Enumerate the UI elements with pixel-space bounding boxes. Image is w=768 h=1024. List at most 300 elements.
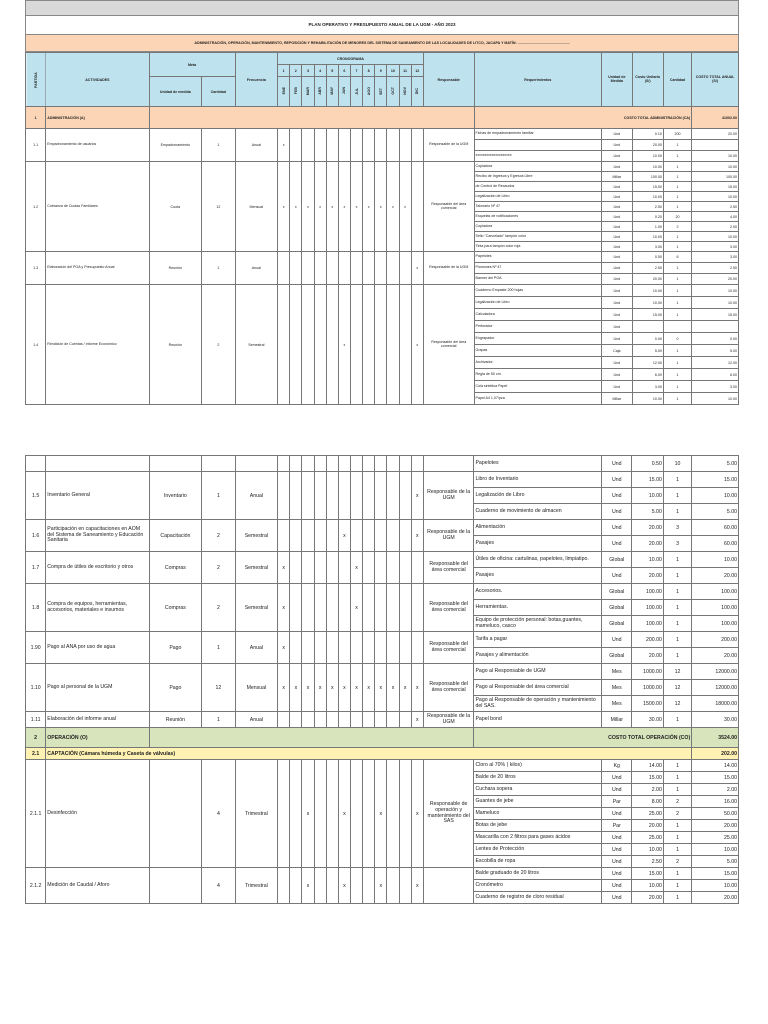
- schedule-cell: x: [338, 664, 350, 712]
- requerimiento-cell: Cuaderno de movimiento de almacen: [474, 504, 602, 520]
- frecuencia-cell: Anual: [235, 712, 278, 728]
- costo-unitario-cell: 100.00: [632, 600, 663, 616]
- cantidad-req-cell: 1: [663, 472, 691, 488]
- schedule-cell: [351, 520, 363, 552]
- cantidad-req-cell: 1: [663, 297, 691, 309]
- responsable-header: Responsable: [423, 53, 474, 107]
- schedule-cell: [387, 520, 399, 552]
- schedule-cell: [278, 520, 290, 552]
- actividad-cell: [46, 456, 149, 472]
- section-total-label: COSTO TOTAL OPERACIÓN (CO): [474, 728, 692, 748]
- unidad-cell: Und: [602, 232, 632, 242]
- unidad-cell: Und: [602, 369, 632, 381]
- requerimiento-cell: Legalización de Libro: [474, 488, 602, 504]
- cantidad-cell: 2: [202, 520, 235, 552]
- cantidad-req-cell: 1: [663, 393, 691, 405]
- unidad-medida-cell: Reunión: [149, 285, 202, 405]
- schedule-cell: [314, 520, 326, 552]
- schedule-cell: [399, 584, 411, 632]
- cantidad-cell: 12: [202, 162, 235, 252]
- cantidad-cell: 1: [202, 129, 235, 162]
- unidad-cell: Millar: [602, 172, 632, 182]
- unidad-medida-cell: Inventario: [149, 472, 202, 520]
- costo-total-cell: 20.00: [692, 820, 739, 832]
- requerimiento-cell: Libro de Inventario: [474, 472, 602, 488]
- schedule-cell: [278, 252, 290, 285]
- unidad-medida-cell: [149, 456, 202, 472]
- month-text: ABR: [318, 87, 323, 95]
- unidad-cell: Und: [602, 381, 632, 393]
- schedule-cell: [314, 632, 326, 664]
- schedule-cell: [278, 456, 290, 472]
- schedule-cell: [290, 584, 302, 632]
- requerimiento-cell: Lentes de Protección: [474, 844, 602, 856]
- requerimiento-cell: Cuaderno de registro de cloro residual: [474, 892, 602, 904]
- responsable-cell: [423, 868, 474, 904]
- costo-total-cell: 18000.00: [692, 696, 739, 712]
- schedule-cell: [326, 632, 338, 664]
- requerimiento-cell: Balde de 20 litros: [474, 772, 602, 784]
- month-label: [411, 77, 423, 107]
- costo-unitario-cell: 1500.00: [632, 696, 663, 712]
- requerimiento-cell: Cronómetro: [474, 880, 602, 892]
- requerimiento-cell: Recibo de Ingresos y Egresos Libre: [474, 172, 602, 182]
- schedule-cell: [314, 285, 326, 405]
- schedule-cell: [290, 520, 302, 552]
- unidad-cell: Und: [602, 632, 632, 648]
- unidad-cell: Und: [602, 309, 632, 321]
- costo-unitario-cell: 10.00: [632, 285, 663, 297]
- costo-total-cell: 30.00: [692, 712, 739, 728]
- costo-unitario-cell: 10.00: [632, 844, 663, 856]
- cronograma-header: CRONOGRAMA: [278, 53, 424, 65]
- partida-cell: 1.8: [26, 584, 46, 632]
- section-number: 1: [26, 107, 46, 129]
- schedule-cell: [326, 456, 338, 472]
- month-number: 12: [411, 65, 423, 77]
- costo-total-cell: 12000.00: [692, 664, 739, 680]
- unidad-cell: Und: [602, 222, 632, 232]
- schedule-cell: [278, 760, 290, 868]
- schedule-cell: [278, 472, 290, 520]
- actividad-cell: Pago al personal de la UGM: [46, 664, 149, 712]
- requerimiento-cell: Cola sintética Papel: [474, 381, 602, 393]
- actividad-cell: Elaboración del informe anual: [46, 712, 149, 728]
- unidad-cell: Caja: [602, 345, 632, 357]
- cantidad-req-cell: 200: [663, 129, 691, 140]
- costo-total-cell: 10.00: [692, 162, 739, 172]
- costo-unitario-cell: 10.00: [632, 552, 663, 568]
- actividades-header: ACTIVIDADES: [46, 53, 149, 107]
- unidad-cell: Und: [602, 263, 632, 274]
- costo-total-cell: 10.00: [692, 285, 739, 297]
- schedule-cell: x: [326, 162, 338, 252]
- schedule-cell: [290, 252, 302, 285]
- schedule-cell: [375, 456, 387, 472]
- schedule-cell: [338, 456, 350, 472]
- cantidad-req-cell: 1: [663, 784, 691, 796]
- costo-unitario-cell: 15.00: [632, 868, 663, 880]
- costo-unitario-cell: 6.00: [632, 369, 663, 381]
- cantidad-req-cell: 1: [663, 151, 691, 162]
- costo-unitario-cell: 10.00: [632, 232, 663, 242]
- schedule-cell: x: [411, 868, 423, 904]
- schedule-cell: x: [351, 664, 363, 712]
- schedule-cell: [399, 520, 411, 552]
- cantidad-cell: 1: [202, 252, 235, 285]
- costo-unitario-cell: 20.00: [632, 520, 663, 536]
- section-row-captacion: [26, 748, 739, 760]
- schedule-cell: [399, 456, 411, 472]
- partida-cell: 1.7: [26, 552, 46, 584]
- requerimiento-cell: xxxxxxxxxxxxxxxxxxxx: [474, 151, 602, 162]
- month-label: [290, 77, 302, 107]
- month-text: OCT: [390, 87, 395, 95]
- cantidad-req-cell: 1: [663, 760, 691, 772]
- costo-total-cell: 4.00: [692, 212, 739, 222]
- schedule-cell: [314, 472, 326, 520]
- unidad-cell: Und: [602, 568, 632, 584]
- requerimiento-cell: Pago al Responsable de UGM: [474, 664, 602, 680]
- month-label: [302, 77, 314, 107]
- costo-total-cell: 20.00: [692, 892, 739, 904]
- costo-unitario-cell: 100.00: [632, 584, 663, 600]
- responsable-cell: Responsable del área comercial: [423, 162, 474, 252]
- unidad-cell: Mes: [602, 696, 632, 712]
- costo-total-cell: 50.00: [692, 808, 739, 820]
- partida-cell: 1.5: [26, 472, 46, 520]
- costo-total-cell: [692, 140, 739, 151]
- cantidad-req-cell: 3: [663, 536, 691, 552]
- unidad-cell: Und: [602, 162, 632, 172]
- schedule-cell: x: [387, 162, 399, 252]
- requerimiento-cell: Pago al Responsable de operación y mantenimiento del SAS.: [474, 696, 602, 712]
- schedule-cell: [387, 285, 399, 405]
- actividad-cell: Cobranza de Cuotas Familiares: [46, 162, 149, 252]
- costo-total-cell: 14.00: [692, 760, 739, 772]
- top-bar: [25, 0, 739, 15]
- cantidad-req-cell: 1: [663, 263, 691, 274]
- costo-total-cell: 5.00: [692, 856, 739, 868]
- schedule-cell: [338, 472, 350, 520]
- actividad-cell: Compra de útiles de escritorio y otros: [46, 552, 149, 584]
- costo-unitario-cell: 100.00: [632, 616, 663, 632]
- partida-cell: 1.1: [26, 129, 46, 162]
- cantidad-req-cell: 1: [663, 369, 691, 381]
- requerimiento-cell: Accesorios.: [474, 584, 602, 600]
- requerimiento-cell: Cloro al 70% ( kilos): [474, 760, 602, 772]
- schedule-cell: [411, 632, 423, 664]
- requerimiento-cell: Botas de jebe: [474, 820, 602, 832]
- schedule-cell: [338, 129, 350, 162]
- costo-unitario-cell: 25.00: [632, 808, 663, 820]
- costo-unitario-cell: 10.00: [632, 151, 663, 162]
- actividad-cell: Rendición de Cuentas / Informe Económico: [46, 285, 149, 405]
- cantidad-req-cell: 2: [663, 856, 691, 868]
- schedule-cell: [314, 584, 326, 632]
- cantidad-req-cell: 1: [663, 584, 691, 600]
- requerimiento-cell: Guantes de jebe: [474, 796, 602, 808]
- requerimiento-cell: Plumones Nº 47: [474, 263, 602, 274]
- schedule-cell: [290, 472, 302, 520]
- schedule-cell: x: [411, 520, 423, 552]
- schedule-cell: [411, 584, 423, 632]
- schedule-cell: [290, 285, 302, 405]
- schedule-cell: [411, 552, 423, 584]
- cantidad-cell: 2: [202, 584, 235, 632]
- costo-total-cell: 10.00: [692, 880, 739, 892]
- schedule-cell: x: [411, 252, 423, 285]
- schedule-cell: x: [411, 285, 423, 405]
- unidad-cell: Mes: [602, 664, 632, 680]
- cantidad-req-cell: 1: [663, 381, 691, 393]
- costo-unitario-cell: 0.50: [632, 252, 663, 263]
- schedule-cell: [314, 868, 326, 904]
- cantidad-cell: 2: [202, 552, 235, 584]
- month-text: JUN: [342, 87, 347, 95]
- schedule-cell: [387, 456, 399, 472]
- month-number: 3: [302, 65, 314, 77]
- schedule-cell: [326, 868, 338, 904]
- unidad-cell: Und: [602, 772, 632, 784]
- costo-unitario-cell: 0.10: [632, 129, 663, 140]
- costo-unitario-cell: 20.00: [632, 648, 663, 664]
- schedule-cell: [363, 584, 375, 632]
- requerimiento-cell: Fichas de empadronamiento familiar: [474, 129, 602, 140]
- schedule-cell: x: [411, 472, 423, 520]
- costo-unitario-cell: 20.00: [632, 820, 663, 832]
- schedule-cell: [363, 632, 375, 664]
- costo-unitario-cell: 3.00: [632, 381, 663, 393]
- schedule-cell: [399, 285, 411, 405]
- unidad-medida-cell: [149, 868, 202, 904]
- actividad-cell: Empadronamiento de usuarios: [46, 129, 149, 162]
- month-text: SET: [378, 87, 383, 95]
- schedule-cell: x: [375, 760, 387, 868]
- costo-total-cell: 60.00: [692, 520, 739, 536]
- costo-total-cell: 5.00: [692, 456, 739, 472]
- costo-unitario-cell: 25.00: [632, 832, 663, 844]
- cantidad-req-cell: 1: [663, 648, 691, 664]
- section-label: ADMINISTRACIÓN (A): [46, 107, 149, 129]
- responsable-cell: [423, 456, 474, 472]
- schedule-cell: x: [278, 162, 290, 252]
- requerimiento-cell: Banner del POA: [474, 274, 602, 285]
- requerimiento-cell: Pasajes y alimentación: [474, 648, 602, 664]
- page-subtitle: ADMINISTRACIÓN, OPERACIÓN, MANTENIMIENTO, REPOSICIÓN Y REHABILITACIÓN DE MENORES DEL SISTEMA DE SANEAMIENTO DE LAS LOCALIDADES DE LITCO, JACAPA Y MATÍN: ....................................................: [25, 35, 739, 52]
- section-label: CAPTACIÓN (Cámara húmeda y Caseta de válvulas): [46, 748, 692, 760]
- schedule-cell: [363, 472, 375, 520]
- schedule-cell: [387, 712, 399, 728]
- frecuencia-cell: Mensual: [235, 664, 278, 712]
- costo-total-cell: 100.00: [692, 616, 739, 632]
- cantidad-req-cell: 12: [663, 696, 691, 712]
- responsable-cell: Responsable de la UGM: [423, 472, 474, 520]
- cantidad-req-cell: 3: [663, 520, 691, 536]
- schedule-cell: x: [387, 664, 399, 712]
- responsable-cell: Responsable de operación y mantenimiento del SAS: [423, 760, 474, 868]
- unidad-cell: Und: [602, 488, 632, 504]
- cantidad-req-cell: 1: [663, 772, 691, 784]
- schedule-cell: [326, 584, 338, 632]
- costo-unitario-cell: 2.50: [632, 856, 663, 868]
- unidad-cell: Global: [602, 584, 632, 600]
- month-number: 1: [278, 65, 290, 77]
- unidad-cell: Und: [602, 832, 632, 844]
- table-row: [26, 456, 739, 472]
- month-label: [375, 77, 387, 107]
- schedule-cell: x: [363, 162, 375, 252]
- schedule-cell: [411, 162, 423, 252]
- actividad-cell: Elaboración del POA y Presupuesto Anual: [46, 252, 149, 285]
- cantidad-req-cell: 1: [663, 844, 691, 856]
- schedule-cell: [302, 472, 314, 520]
- frecuencia-header: Frecuencia: [235, 53, 278, 107]
- month-number: 2: [290, 65, 302, 77]
- unidad-cell: Und: [602, 274, 632, 285]
- costo-total-header: COSTO TOTAL ANUAL (S/): [692, 53, 739, 107]
- unidad-cell: Und: [602, 321, 632, 333]
- costo-total-cell: 10.00: [692, 844, 739, 856]
- unidad-cell: Und: [602, 297, 632, 309]
- month-number: 9: [375, 65, 387, 77]
- schedule-cell: [350, 252, 362, 285]
- requerimiento-cell: Equipo de protección personal: botas,guantes, mameluco, casco: [474, 616, 602, 632]
- upper-table: [25, 52, 739, 405]
- costo-unitario-cell: 2.50: [632, 263, 663, 274]
- requerimiento-cell: Tinta para tampón color roja: [474, 242, 602, 252]
- schedule-cell: x: [375, 162, 387, 252]
- schedule-cell: [302, 712, 314, 728]
- month-text: MAR: [305, 86, 310, 96]
- cantidad-req-cell: 1: [663, 552, 691, 568]
- unidad-cell: Und: [602, 868, 632, 880]
- costo-total-cell: 16.00: [692, 796, 739, 808]
- schedule-cell: x: [302, 868, 314, 904]
- month-label: [350, 77, 362, 107]
- unidad-cell: Und: [602, 285, 632, 297]
- schedule-cell: [399, 868, 411, 904]
- costo-total-cell: 10.00: [692, 192, 739, 202]
- cantidad-req-cell: 1: [663, 285, 691, 297]
- responsable-cell: Responsable del área comercial: [423, 584, 474, 632]
- schedule-cell: [387, 252, 399, 285]
- cantidad-cell: 1: [202, 712, 235, 728]
- schedule-cell: [351, 712, 363, 728]
- cantidad-cell: 1: [202, 632, 235, 664]
- requerimiento-cell: Grapas: [474, 345, 602, 357]
- schedule-cell: [290, 632, 302, 664]
- costo-unitario-cell: 8.00: [632, 796, 663, 808]
- requerimiento-cell: Pasajes: [474, 568, 602, 584]
- month-number: 11: [399, 65, 411, 77]
- partida-cell: 2.1.2: [26, 868, 46, 904]
- schedule-cell: x: [399, 664, 411, 712]
- schedule-cell: [363, 129, 375, 162]
- schedule-cell: [351, 632, 363, 664]
- cantidad-req-cell: 1: [663, 820, 691, 832]
- costo-unitario-cell: 3.00: [632, 242, 663, 252]
- schedule-cell: [375, 712, 387, 728]
- schedule-cell: [302, 456, 314, 472]
- month-text: DIC: [415, 87, 420, 95]
- cantidad-req-cell: 1: [663, 868, 691, 880]
- costo-total-cell: 10.00: [692, 297, 739, 309]
- responsable-cell: Responsable de la UGM: [423, 520, 474, 552]
- unidad-medida-cell: Pago: [149, 664, 202, 712]
- cantidad-req-cell: 2: [663, 796, 691, 808]
- month-number: 6: [338, 65, 350, 77]
- costo-unitario-cell: 20.00: [632, 568, 663, 584]
- schedule-cell: [302, 552, 314, 584]
- cantidad-header: Cantidad: [663, 53, 691, 107]
- schedule-cell: [363, 868, 375, 904]
- schedule-cell: x: [278, 632, 290, 664]
- schedule-cell: [411, 456, 423, 472]
- cantidad-req-cell: 1: [663, 182, 691, 192]
- requerimiento-cell: Engrapador: [474, 333, 602, 345]
- cantidad-req-cell: 1: [663, 274, 691, 285]
- schedule-cell: x: [314, 664, 326, 712]
- cantidad-req-cell: 1: [663, 309, 691, 321]
- section-total: 41002.00: [692, 107, 739, 129]
- partida-cell: 1.6: [26, 520, 46, 552]
- schedule-cell: [350, 129, 362, 162]
- cantidad-cell: 12: [202, 664, 235, 712]
- schedule-cell: [326, 129, 338, 162]
- schedule-cell: x: [351, 552, 363, 584]
- costo-total-cell: [692, 321, 739, 333]
- unidad-cell: Und: [602, 520, 632, 536]
- responsable-cell: Responsable de la UGM: [423, 252, 474, 285]
- costo-unitario-cell: 10.00: [632, 192, 663, 202]
- schedule-cell: [314, 712, 326, 728]
- schedule-cell: x: [363, 664, 375, 712]
- lower-table: [25, 455, 739, 904]
- cantidad-req-cell: 1: [663, 632, 691, 648]
- schedule-cell: [290, 712, 302, 728]
- unidad-cell: Und: [602, 844, 632, 856]
- cantidad-cell: 4: [202, 868, 235, 904]
- month-label: [387, 77, 399, 107]
- schedule-cell: [399, 129, 411, 162]
- unidad-cell: Und: [602, 536, 632, 552]
- costo-total-cell: 20.00: [692, 274, 739, 285]
- cantidad-req-cell: 0: [663, 333, 691, 345]
- unidad-cell: Par: [602, 820, 632, 832]
- schedule-cell: [302, 129, 314, 162]
- schedule-cell: x: [302, 162, 314, 252]
- unidad-cell: Und: [602, 892, 632, 904]
- cantidad-req-cell: 1: [663, 712, 691, 728]
- actividad-cell: Pago al ANA por uso de agua: [46, 632, 149, 664]
- cantidad-req-cell: 1: [663, 504, 691, 520]
- requerimiento-cell: Archivador: [474, 357, 602, 369]
- costo-total-cell: 10.00: [692, 151, 739, 162]
- costo-total-cell: 5.00: [692, 504, 739, 520]
- frecuencia-cell: Semestral: [235, 520, 278, 552]
- schedule-cell: [314, 456, 326, 472]
- schedule-cell: x: [338, 162, 350, 252]
- unidad-cell: Global: [602, 552, 632, 568]
- section-total: 202.00: [692, 748, 739, 760]
- costo-total-cell: 12000.00: [692, 680, 739, 696]
- requerimiento-cell: de Control de Recaudos: [474, 182, 602, 192]
- schedule-cell: [326, 552, 338, 584]
- costo-unitario-cell: 100.00: [632, 172, 663, 182]
- requerimiento-cell: Papelotes: [474, 456, 602, 472]
- header-row: [26, 53, 739, 65]
